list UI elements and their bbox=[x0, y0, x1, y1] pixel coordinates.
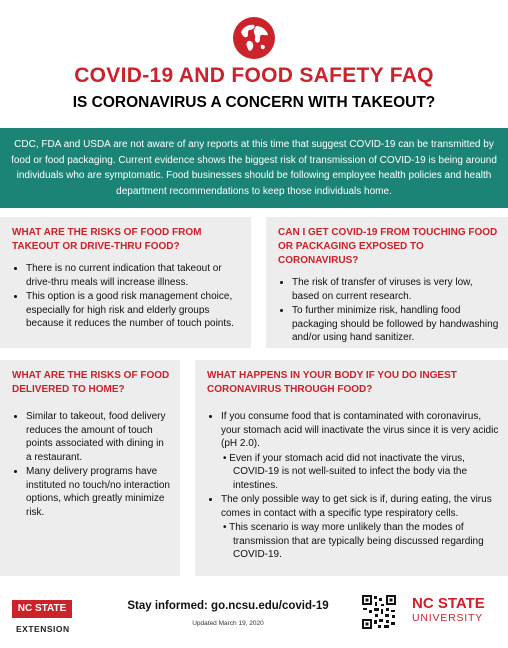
list-item: • If you consume food that is contaminated with coronavirus, your stomach acid will inactivate the virus since it is very acidic (pH 2.0). bbox=[221, 410, 500, 451]
list-item: • Similar to takeout, food delivery reduces the amount of touch points associated with dining in a restaurant. bbox=[26, 410, 172, 464]
panel-takeout bbox=[0, 217, 251, 348]
list-item: • There is no current indication that takeout or drive-thru meals will increase illness. bbox=[26, 262, 241, 289]
extension-label: EXTENSION bbox=[16, 624, 70, 634]
page-subtitle: IS CORONAVIRUS A CONCERN WITH TAKEOUT? bbox=[72, 94, 436, 111]
banner-text: CDC, FDA and USDA are not aware of any reports at this time that suggest COVID-19 can be transmitted by food or food packaging. Current evidence shows the biggest risk of transmission of COVID-19 is being around individuals who are symptomatic. Food businesses should be following employee health policies and health department recommendations to keep those individuals home. bbox=[11, 139, 497, 197]
globe-icon bbox=[232, 16, 276, 60]
stay-informed-link[interactable]: Stay informed: go.ncsu.edu/covid-19 bbox=[127, 600, 329, 612]
list-item: • Many delivery programs have instituted no touch/no interaction options, which greatly minimize risk. bbox=[26, 465, 172, 519]
panel-ingest bbox=[195, 360, 508, 576]
panel-delivered bbox=[0, 360, 180, 576]
university-label: UNIVERSITY bbox=[412, 612, 484, 624]
list-item: • To further minimize risk, handling food packaging should be followed by handwashing and/or using hand sanitizer. bbox=[292, 304, 500, 345]
panel-delivered-heading: WHAT ARE THE RISKS OF FOOD DELIVERED TO HOME? bbox=[12, 370, 170, 395]
list-item: • The risk of transfer of viruses is very low, based on current research. bbox=[292, 276, 500, 303]
panel-packaging bbox=[266, 217, 508, 348]
panel-ingest-heading: WHAT HAPPENS IN YOUR BODY IF YOU DO INGEST CORONAVIRUS THROUGH FOOD? bbox=[207, 370, 457, 395]
qr-code-icon bbox=[361, 594, 397, 630]
list-item: • This option is a good risk management choice, especially for high risk and elderly groups because it reduces the number of touch points. bbox=[26, 290, 241, 331]
intro-banner bbox=[0, 128, 508, 208]
list-item: • This scenario is way more unlikely than the modes of transmission that are typically being discussed regarding COVID-19. bbox=[233, 521, 500, 562]
list-item: • The only possible way to get sick is if, during eating, the virus comes in contact with a specific type respiratory cells. bbox=[221, 493, 500, 520]
nc-state-extension-logo bbox=[12, 600, 72, 618]
footer bbox=[0, 588, 508, 648]
panel-takeout-heading: WHAT ARE THE RISKS OF FOOD FROM TAKEOUT OR DRIVE-THRU FOOD? bbox=[12, 227, 202, 252]
nc-state-university-logo: NC STATE bbox=[412, 595, 485, 612]
updated-date: Updated March 19, 2020 bbox=[192, 620, 264, 627]
logo-left-text: NC STATE bbox=[17, 603, 67, 614]
page-title: COVID-19 AND FOOD SAFETY FAQ bbox=[74, 64, 434, 87]
panel-packaging-heading: CAN I GET COVID-19 FROM TOUCHING FOOD OR PACKAGING EXPOSED TO CORONAVIRUS? bbox=[278, 227, 498, 266]
list-item: • Even if your stomach acid did not inactivate the virus, COVID-19 is not well-suited to infect the body via the intestines. bbox=[233, 452, 500, 493]
